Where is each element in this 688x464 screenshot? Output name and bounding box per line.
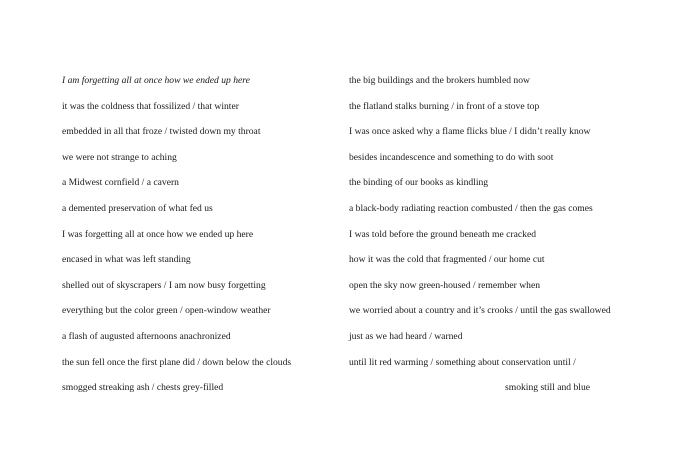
poem-line-left-6: a demented preservation of what fed us bbox=[62, 202, 213, 214]
poem-left-column bbox=[62, 74, 332, 407]
poem-line-right-4: besides incandescence and something to do with soot bbox=[349, 151, 554, 163]
poem-right-column bbox=[349, 74, 649, 407]
poem-line-right-10: we worried about a country and it’s crooks / until the gas swallowed bbox=[349, 305, 611, 317]
poem-line-left-2: it was the coldness that fossilized / that winter bbox=[62, 100, 239, 112]
poem-line-left-7: I was forgetting all at once how we ended up here bbox=[62, 228, 254, 240]
poem-line-left-12: the sun fell once the first plane did / down below the clouds bbox=[62, 356, 292, 368]
poem-line-right-2: the flatland stalks burning / in front of a stove top bbox=[349, 100, 540, 112]
poem-line-left-3: embedded in all that froze / twisted down my throat bbox=[62, 126, 261, 138]
poem-line-left-8: encased in what was left standing bbox=[62, 254, 191, 266]
poem-line-right-1: the big buildings and the brokers humbled now bbox=[349, 75, 530, 86]
poem-line-right-11: just as we had heard / warned bbox=[349, 330, 463, 342]
poem-line-right-12: until lit red warming / something about conservation until / bbox=[349, 356, 576, 368]
poem-line-right-3: I was once asked why a flame flicks blue / I didn’t really know bbox=[349, 126, 591, 138]
poem-line-left-9: shelled out of skyscrapers / I am now busy forgetting bbox=[62, 279, 266, 291]
poem-line-right-7: I was told before the ground beneath me cracked bbox=[349, 228, 536, 240]
poem-line-left-4: we were not strange to aching bbox=[62, 151, 177, 163]
poem-line-left-5: a Midwest cornfield / a cavern bbox=[62, 177, 179, 189]
poem-line-left-1: I am forgetting all at once how we ended up here bbox=[62, 75, 250, 86]
poem-line-right-6: a black-body radiating reaction combusted / then the gas comes bbox=[349, 202, 593, 214]
poem-line-right-13: smoking still and blue bbox=[505, 382, 591, 394]
poem-line-right-9: open the sky now green-housed / remember when bbox=[349, 279, 541, 291]
poem-line-left-11: a flash of augusted afternoons anachronized bbox=[62, 330, 231, 342]
poem-line-left-13: smogged streaking ash / chests grey-filled bbox=[62, 382, 224, 394]
poem-line-left-10: everything but the color green / open-window weather bbox=[62, 305, 271, 317]
poem-line-right-5: the binding of our books as kindling bbox=[349, 177, 489, 189]
poem-line-right-8: how it was the cold that fragmented / our home cut bbox=[349, 254, 545, 266]
